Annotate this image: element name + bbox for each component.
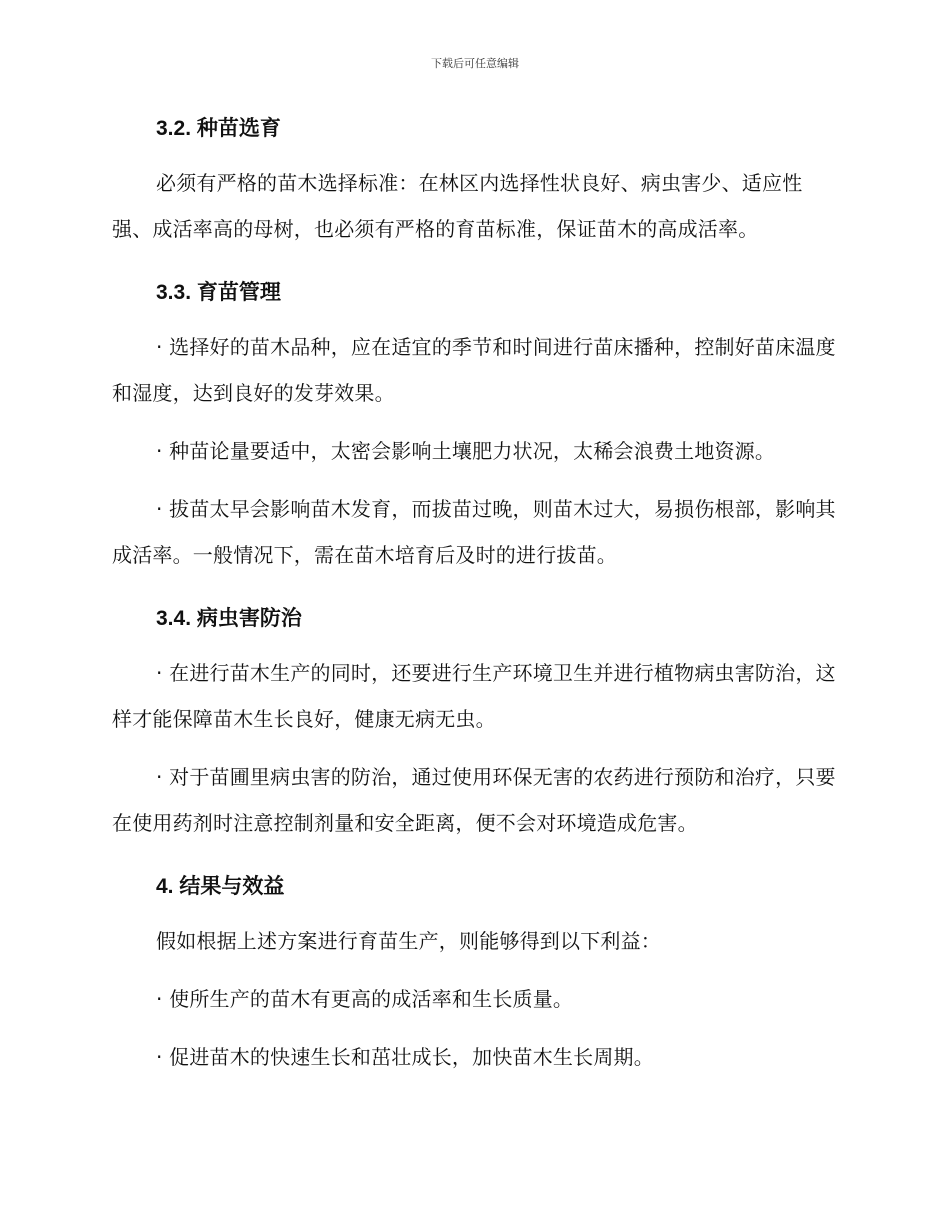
section-heading-3-4: 3.4. 病虫害防治: [156, 607, 302, 630]
bullet-paragraph: · 种苗论量要适中，太密会影响土壤肥力状况，太稀会浪费土地资源。: [156, 439, 776, 463]
bullet-paragraph: · 促进苗木的快速生长和茁壮成长，加快苗木生长周期。: [156, 1045, 654, 1069]
bullet-paragraph: · 在进行苗木生产的同时，还要进行生产环境卫生并进行植物病虫害防治，这样才能保障苗木生长良好，健康无病无虫。: [112, 661, 836, 731]
header-note: 下载后可任意编辑: [431, 57, 519, 70]
section-heading-4: 4. 结果与效益: [156, 875, 285, 898]
bullet-paragraph: · 选择好的苗木品种，应在适宜的季节和时间进行苗床播种，控制好苗床温度和湿度，达到良好的发芽效果。: [112, 335, 836, 405]
bullet-paragraph: · 拔苗太早会影响苗木发育，而拔苗过晚，则苗木过大，易损伤根部，影响其成活率。一般情况下，需在苗木培育后及时的进行拔苗。: [112, 497, 836, 567]
bullet-paragraph: · 对于苗圃里病虫害的防治，通过使用环保无害的农药进行预防和治疗，只要在使用药剂时注意控制剂量和安全距离，便不会对环境造成危害。: [112, 765, 836, 835]
document-body: [112, 112, 842, 1080]
bullet-paragraph: · 使所生产的苗木有更高的成活率和生长质量。: [156, 987, 574, 1011]
section-heading-3-3: 3.3. 育苗管理: [156, 281, 281, 304]
paragraph: 假如根据上述方案进行育苗生产，则能够得到以下利益：: [156, 929, 661, 953]
section-heading-3-2: 3.2. 种苗选育: [156, 117, 281, 140]
paragraph: 必须有严格的苗木选择标准：在林区内选择性状良好、病虫害少、适应性强、成活率高的母树，也必须有严格的育苗标准，保证苗木的高成活率。: [112, 171, 803, 241]
